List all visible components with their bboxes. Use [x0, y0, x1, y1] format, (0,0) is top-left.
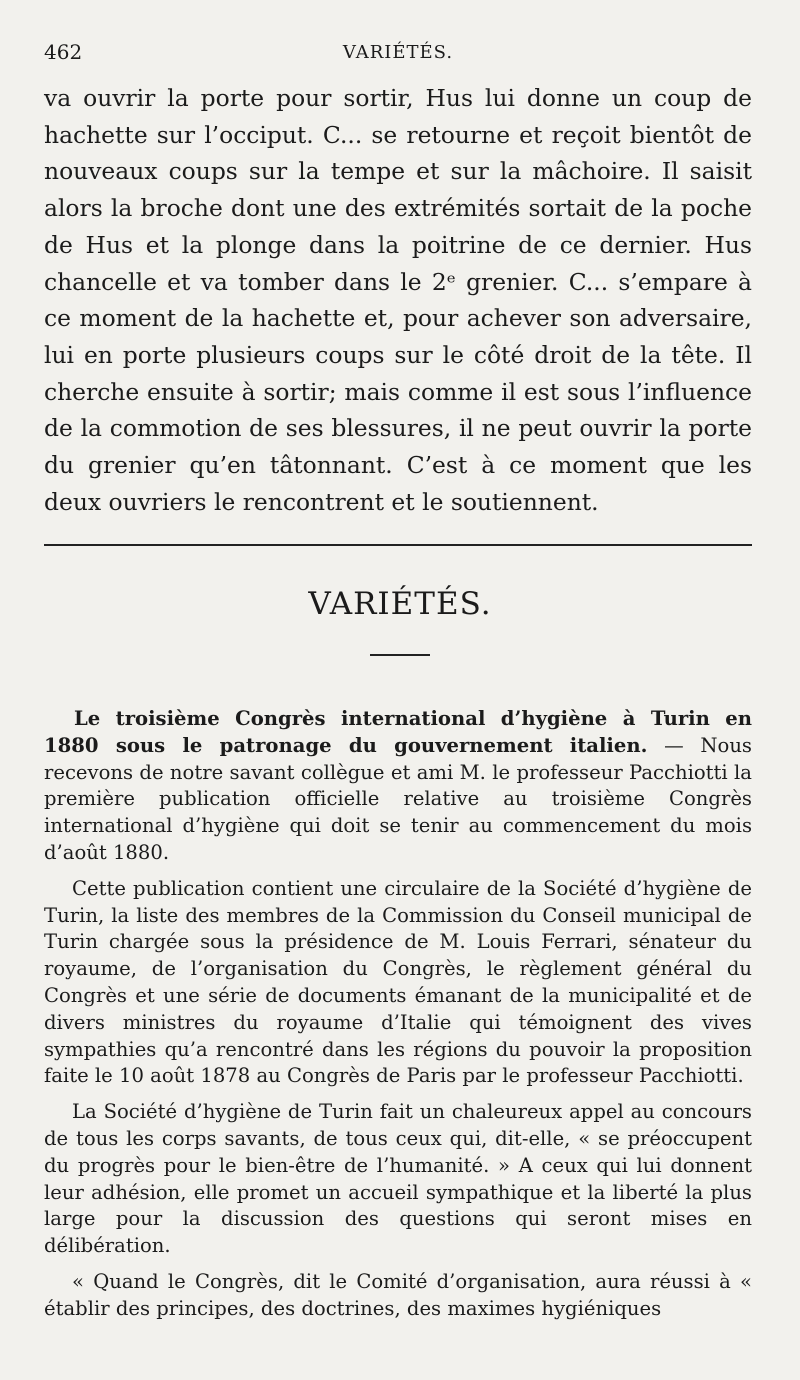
article-lead-paragraph	[44, 706, 752, 867]
prose-paragraph: va ouvrir la porte pour sortir, Hus lui donne un coup de hachette sur l’occiput. C... se retourne et reçoit bientôt de nouveaux coups sur la tempe et sur la mâchoire. Il saisit alors la broche dont une des extrémités sortait de la poche de Hus et la plonge dans la poitrine de ce dernier. Hus chancelle et va tomber dans le 2ᵉ grenier. C... s’empare à ce moment de la hachette et, pour achever son adversaire, lui en porte plusieurs coups sur le côté droit de la tête. Il cherche ensuite à sortir; mais comme il est sous l’influence de la commotion de ses blessures, il ne peut ouvrir la porte du grenier qu’en tâtonnant. C’est à ce moment que les deux ouvriers le rencontrent et le soutiennent.	[44, 84, 752, 516]
article-paragraph: « Quand le Congrès, dit le Comité d’organisation, aura réussi à « établir des principes, des doctrines, des maximes hygiéniques	[44, 1269, 752, 1320]
section-title: VARIÉTÉS.	[308, 586, 492, 622]
continued-text	[44, 80, 752, 520]
title-underline	[370, 654, 430, 656]
section-divider	[44, 544, 752, 546]
article	[44, 706, 752, 1332]
running-head	[44, 40, 752, 70]
article-paragraph: La Société d’hygiène de Turin fait un chaleureux appel au concours de tous les corps savants, de tous ceux qui, dit-elle, « se préoccupent du progrès pour le bien-être de l’humanité. » A ceux qui lui donnent leur adhésion, elle promet un accueil sympathique et la liberté la plus large pour la discussion des questions qui seront mises en délibération.	[44, 1100, 752, 1258]
article-lead: — Nous recevons de notre savant collègue et ami M. le professeur Pacchiotti la première publication officielle relative au troisième Congrès international d’hygiène qui doit se tenir au commencement du mois d’août 1880.	[44, 733, 752, 864]
article-headline: Le troisième Congrès international d’hygiène à Turin en 1880 sous le patronage du gouvernement italien.	[44, 707, 752, 757]
article-paragraph: Cette publication contient une circulaire de la Société d’hygiène de Turin, la liste des membres de la Commission du Conseil municipal de Turin chargée sous la présidence de M. Louis Ferrari, sénateur du royaume, de l’organisation du Congrès, le règlement général du Congrès et une série de documents émanant de la municipalité et de divers ministres du royaume d’Italie qui témoignent des vives sympathies qu’a rencontré dans les régions du pouvoir la proposition faite le 10 août 1878 au Congrès de Paris par le professeur Pacchiotti.	[44, 876, 752, 1088]
running-title: VARIÉTÉS.	[342, 42, 454, 63]
page-number: 462	[44, 40, 83, 64]
